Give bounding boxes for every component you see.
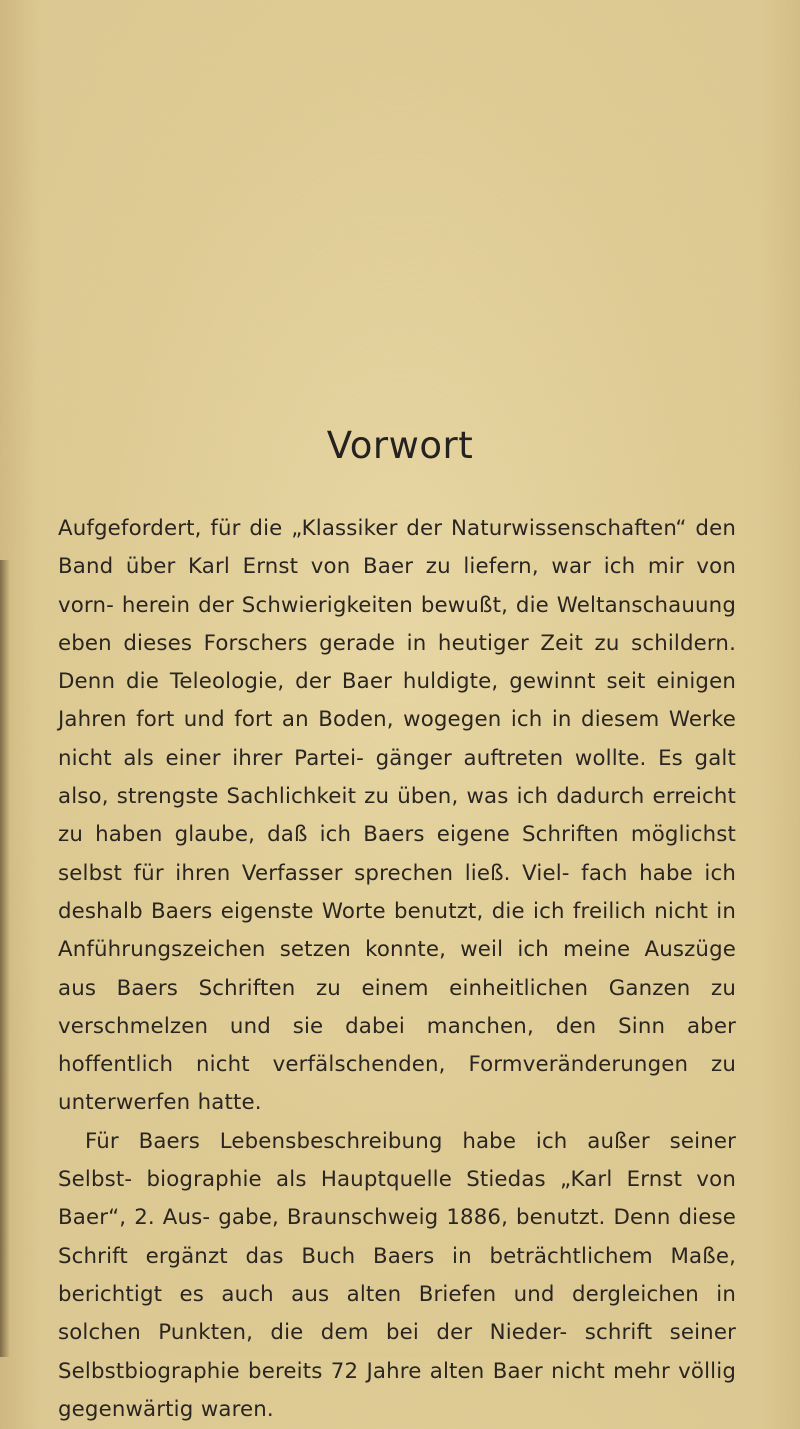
paragraph-1: Aufgefordert, für die „Klassiker der Naturwissenschaften“ den Band über Karl Ernst von Baer zu liefern, war ich mir von vorn- herein der Schwierigkeiten bewußt, die Weltanschauung eben dieses Forschers gerade in heutiger Zeit zu schildern. Denn die Teleologie, der Baer huldigte, gewinnt seit einigen Jahren fort und fort an Boden, wogegen ich in diesem Werke nicht als einer ihrer Partei- gänger auftreten wollte. Es galt also, strengste Sachlichkeit zu üben, was ich dadurch erreicht zu haben glaube, daß ich Baers eigene Schriften möglichst selbst für ihren Verfasser sprechen ließ. Viel- fach habe ich deshalb Baers eigenste Worte benutzt, die ich freilich nicht in Anführungszeichen setzen konnte, weil ich meine Auszüge aus Baers Schriften zu einem einheitlichen Ganzen zu verschmelzen und sie dabei manchen, den Sinn aber hoffentlich nicht verfälschenden, Formveränderungen zu unterwerfen hatte.: [58, 516, 736, 1116]
paragraph-2: Für Baers Lebensbeschreibung habe ich außer seiner Selbst- biographie als Hauptquelle Stiedas „Karl Ernst von Baer“, 2. Aus- gabe, Braunschweig 1886, benutzt. Denn diese Schrift ergänzt das Buch Baers in beträchtlichem Maße, berichtigt es auch aus alten Briefen und dergleichen in solchen Punkten, die dem bei der Nieder- schrift seiner Selbstbiographie bereits 72 Jahre alten Baer nicht mehr völlig gegenwärtig waren.: [58, 1128, 736, 1422]
binding-shadow: [0, 560, 10, 1357]
preface-text: [58, 510, 736, 1429]
page-title: Vorwort: [326, 424, 474, 467]
